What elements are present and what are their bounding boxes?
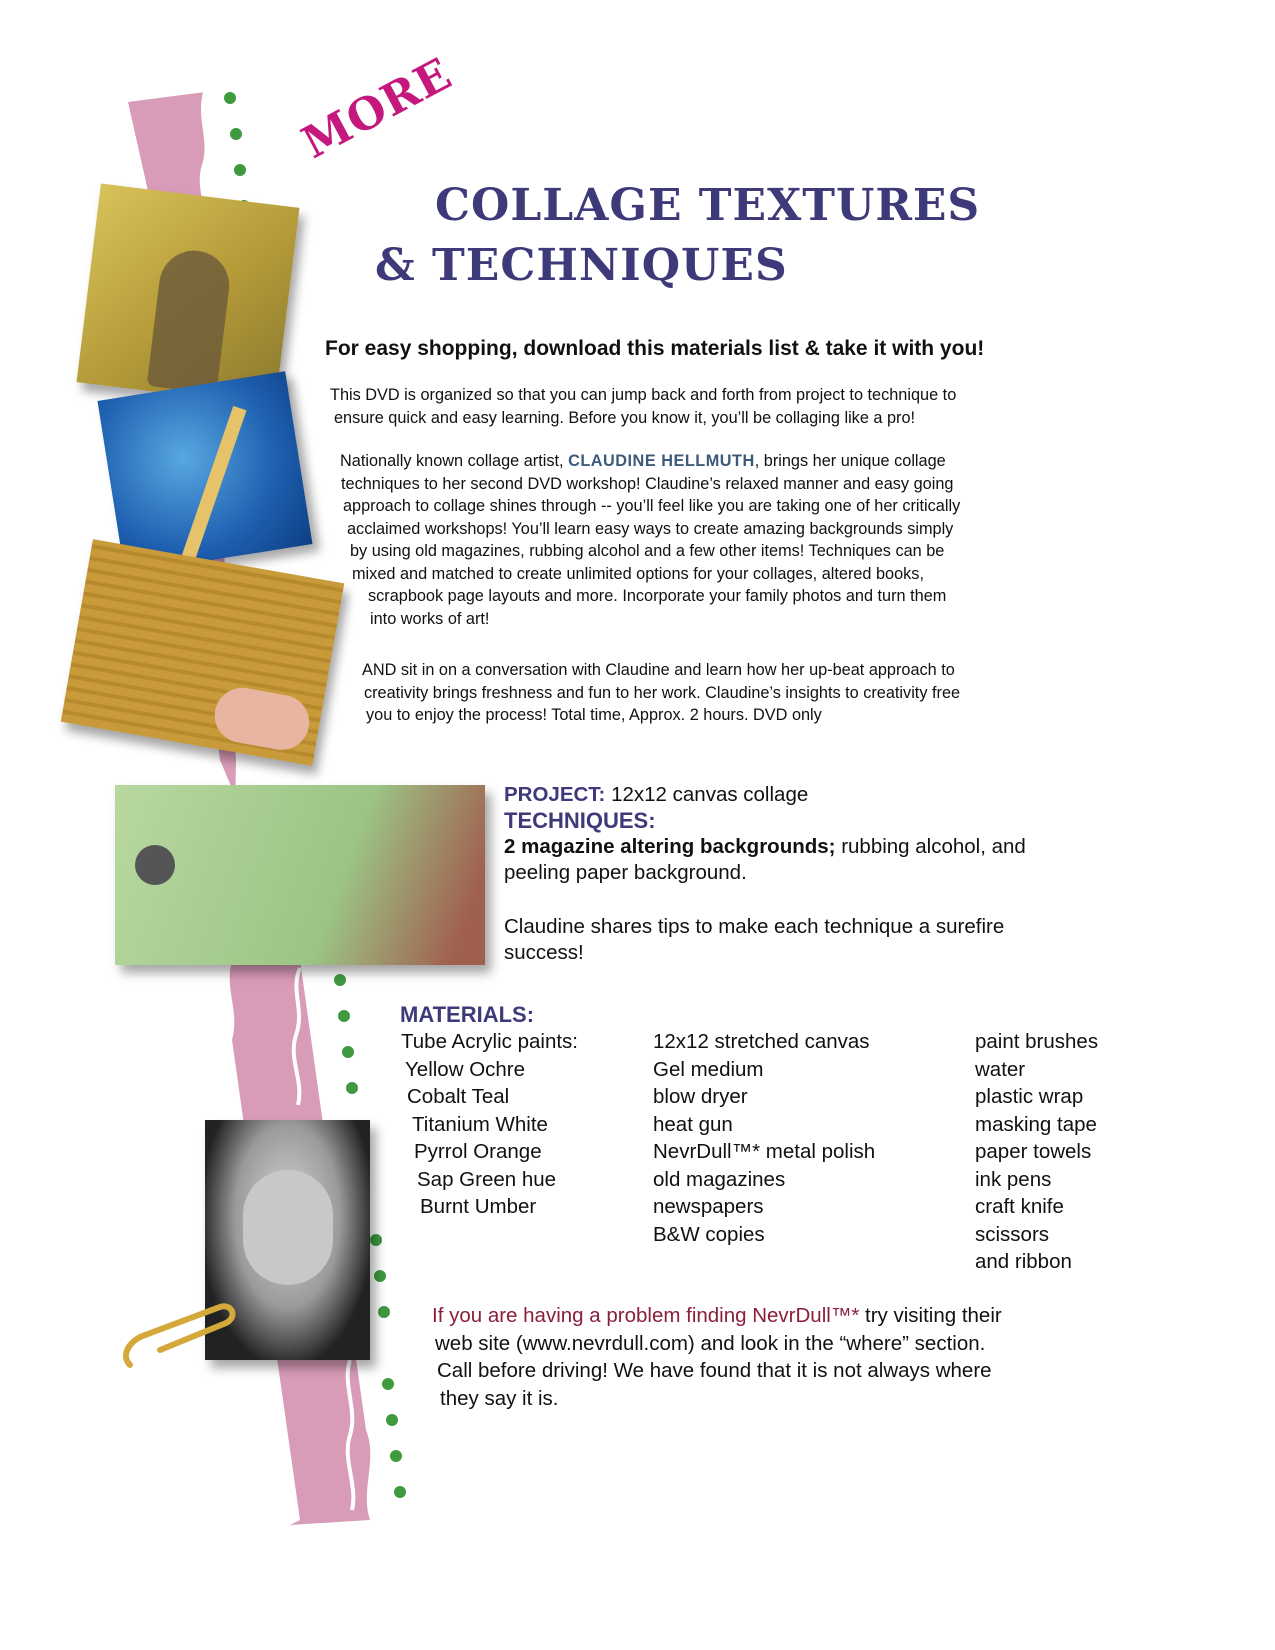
tips-line: Claudine shares tips to make each technique a surefire <box>504 915 1005 938</box>
materials-col2 <box>653 1028 875 1248</box>
artist-line: acclaimed workshops! You’ll learn easy ways to create amazing backgrounds simply <box>347 519 954 538</box>
intro-line: ensure quick and easy learning. Before you know it, you’ll be collaging like a pro! <box>334 408 916 427</box>
material-item: B&W copies <box>653 1222 765 1246</box>
material-item: plastic wrap <box>975 1085 1084 1108</box>
material-item: Burnt Umber <box>420 1195 537 1218</box>
title-more: MORE <box>294 48 461 169</box>
material-item: masking tape <box>975 1112 1097 1136</box>
note-line: Call before driving! We have found that it is not always where <box>437 1359 992 1382</box>
note-line: If you are having a problem finding NevrDull™* try visiting their <box>432 1304 1002 1327</box>
material-item: paper towels <box>975 1140 1092 1163</box>
material-item: Pyrrol Orange <box>414 1140 542 1163</box>
project-value: 12x12 canvas collage <box>605 783 809 806</box>
artist-line: by using old magazines, rubbing alcohol and a few other items! Techniques can be <box>350 542 945 560</box>
material-item: old magazines <box>653 1167 786 1191</box>
artist-line: Nationally known collage artist, CLAUDINE HELLMUTH, brings her unique collage <box>340 452 946 470</box>
material-item: Titanium White <box>412 1112 548 1136</box>
materials-col1 <box>401 1028 578 1221</box>
title-line2: & TECHNIQUES <box>375 240 788 291</box>
conversation-line: creativity brings freshness and fun to her work. Claudine’s insights to creativity free <box>364 683 961 702</box>
material-item: Gel medium <box>653 1057 764 1081</box>
title-line1: COLLAGE TEXTURES <box>435 180 981 231</box>
material-item: scissors <box>975 1222 1050 1246</box>
project-block <box>504 782 1026 966</box>
intro-paragraph <box>330 384 956 429</box>
materials-label: MATERIALS: <box>400 1002 535 1027</box>
material-item: newspapers <box>653 1195 764 1218</box>
artist-line: into works of art! <box>370 609 490 628</box>
artist-line: approach to collage shines through -- you’ll feel like you are taking one of her critically <box>343 497 961 515</box>
techniques-line: peeling paper background. <box>504 861 747 884</box>
intro-line: This DVD is organized so that you can jump back and forth from project to technique to <box>330 386 957 404</box>
photo-blue-painting <box>97 371 312 574</box>
conversation-paragraph <box>362 659 960 727</box>
artist-line: mixed and matched to create unlimited options for your collages, altered books, <box>352 564 924 583</box>
material-item: ink pens <box>975 1167 1052 1191</box>
paperclip-icon <box>120 1295 240 1385</box>
artist-name: CLAUDINE HELLMUTH <box>568 452 755 470</box>
tips-line: success! <box>504 941 584 964</box>
nevrdull-note <box>432 1302 1002 1412</box>
material-item: and ribbon <box>975 1250 1072 1273</box>
conversation-line: you to enjoy the process! Total time, Approx. 2 hours. DVD only <box>366 706 822 724</box>
materials-col3 <box>975 1028 1098 1276</box>
material-item: paint brushes <box>975 1030 1099 1053</box>
material-item: water <box>975 1057 1026 1081</box>
material-item: NevrDull™* metal polish <box>653 1140 876 1163</box>
photo-vintage-collage <box>77 184 300 407</box>
project-line <box>504 782 1026 808</box>
material-item: 12x12 stretched canvas <box>653 1030 870 1053</box>
conversation-line: AND sit in on a conversation with Claudine and learn how her up-beat approach to <box>362 661 955 679</box>
note-line: web site (www.nevrdull.com) and look in the “where” section. <box>435 1331 986 1355</box>
artist-line: scrapbook page layouts and more. Incorporate your family photos and turn them <box>368 587 947 605</box>
material-item: craft knife <box>975 1195 1064 1218</box>
note-red-text: If you are having a problem finding NevrDull™* <box>432 1304 860 1327</box>
note-line: they say it is. <box>440 1386 559 1410</box>
artist-paragraph <box>340 450 960 630</box>
project-label: PROJECT: <box>504 783 606 806</box>
subtitle: For easy shopping, download this materials list & take it with you! <box>325 337 985 360</box>
artist-line: techniques to her second DVD workshop! Claudine’s relaxed manner and easy going <box>341 474 954 493</box>
material-item: Sap Green hue <box>417 1167 557 1191</box>
techniques-label: TECHNIQUES: <box>504 808 656 833</box>
material-item: heat gun <box>653 1112 733 1136</box>
photo-green-drawing <box>115 785 485 965</box>
material-item: blow dryer <box>653 1085 748 1108</box>
material-item: Tube Acrylic paints: <box>401 1030 578 1053</box>
material-item: Cobalt Teal <box>407 1085 510 1108</box>
techniques-line: 2 magazine altering backgrounds; rubbing alcohol, and <box>504 835 1026 858</box>
material-item: Yellow Ochre <box>405 1057 526 1081</box>
